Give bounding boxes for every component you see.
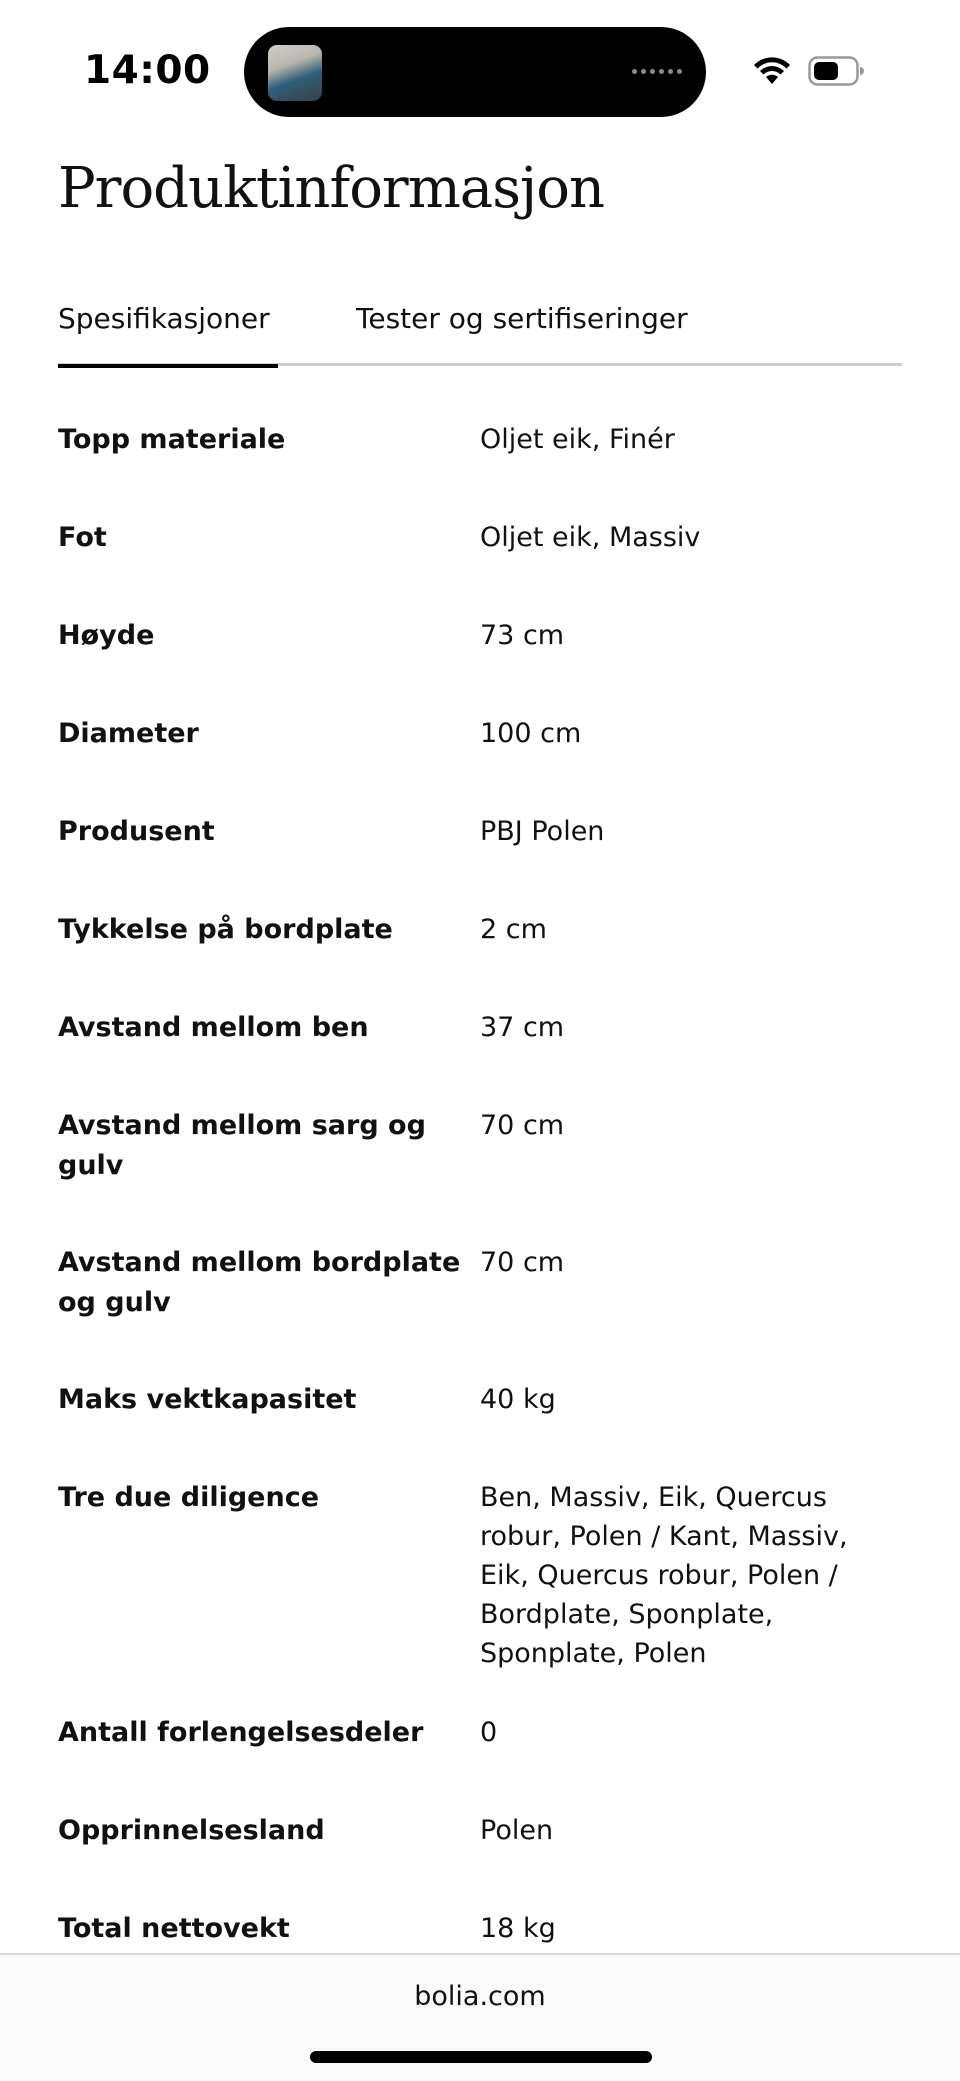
spec-label: Antall forlengelsesdeler [58, 1717, 424, 1748]
status-time: 14:00 [84, 48, 211, 93]
spec-row [58, 1478, 902, 1713]
spec-value: Oljet eik, Massiv [480, 522, 701, 553]
spec-label: Total nettovekt [58, 1913, 290, 1944]
page-title: Produktinformasjon [58, 156, 605, 221]
spec-row [58, 1106, 902, 1243]
spec-label: Høyde [58, 620, 155, 651]
spec-label: Produsent [58, 816, 215, 847]
spec-value: 18 kg [480, 1913, 556, 1944]
spec-row [58, 1008, 902, 1106]
status-bar [0, 0, 960, 140]
spec-label: Diameter [58, 718, 199, 749]
spec-value: Oljet eik, Finér [480, 424, 675, 455]
spec-row [58, 714, 902, 812]
spec-label: Avstand mellom sarg og gulv [58, 1110, 426, 1181]
spec-row [58, 1243, 902, 1380]
spec-value: 73 cm [480, 620, 565, 651]
spec-label: Avstand mellom bordplate og gulv [58, 1247, 461, 1318]
spec-label: Fot [58, 522, 107, 553]
tab-bar [58, 296, 902, 366]
battery-icon [808, 56, 864, 86]
browser-bottom-bar [0, 1953, 960, 2081]
home-indicator[interactable] [310, 2051, 652, 2063]
spec-list [58, 420, 902, 2007]
spec-value: 2 cm [480, 914, 547, 945]
spec-value: 100 cm [480, 718, 582, 749]
spec-row [58, 616, 902, 714]
spec-value: 37 cm [480, 1012, 565, 1043]
spec-label: Avstand mellom ben [58, 1012, 369, 1043]
address-bar[interactable]: bolia.com [414, 1981, 546, 2012]
spec-row [58, 812, 902, 910]
tab-tester-og-sertifiseringer[interactable]: Tester og sertifiseringer [356, 302, 688, 335]
spec-row [58, 910, 902, 1008]
audio-waveform-icon [632, 69, 682, 74]
spec-value: 0 [480, 1717, 498, 1748]
spec-label: Opprinnelsesland [58, 1815, 325, 1846]
spec-value: 70 cm [480, 1247, 565, 1278]
spec-label: Tre due diligence [58, 1482, 320, 1513]
spec-row [58, 1713, 902, 1811]
spec-value: 70 cm [480, 1110, 565, 1141]
spec-row [58, 420, 902, 518]
spec-value: Polen [480, 1815, 554, 1846]
spec-row [58, 1811, 902, 1909]
spec-value: Ben, Massiv, Eik, Quercus robur, Polen / Kant, Massiv, Eik, Quercus robur, Polen / Bordplate, Sponplate, Sponplate, Polen [480, 1482, 848, 1669]
spec-label: Tykkelse på bordplate [58, 914, 393, 945]
album-art-icon[interactable] [268, 45, 322, 101]
spec-value: PBJ Polen [480, 816, 605, 847]
tab-spesifikasjoner[interactable]: Spesifikasjoner [58, 296, 278, 364]
wifi-icon [752, 54, 792, 86]
spec-label: Maks vektkapasitet [58, 1384, 357, 1415]
spec-row [58, 1380, 902, 1478]
spec-row [58, 518, 902, 616]
spec-value: 40 kg [480, 1384, 556, 1415]
spec-label: Topp materiale [58, 424, 286, 455]
dynamic-island[interactable] [244, 27, 706, 117]
